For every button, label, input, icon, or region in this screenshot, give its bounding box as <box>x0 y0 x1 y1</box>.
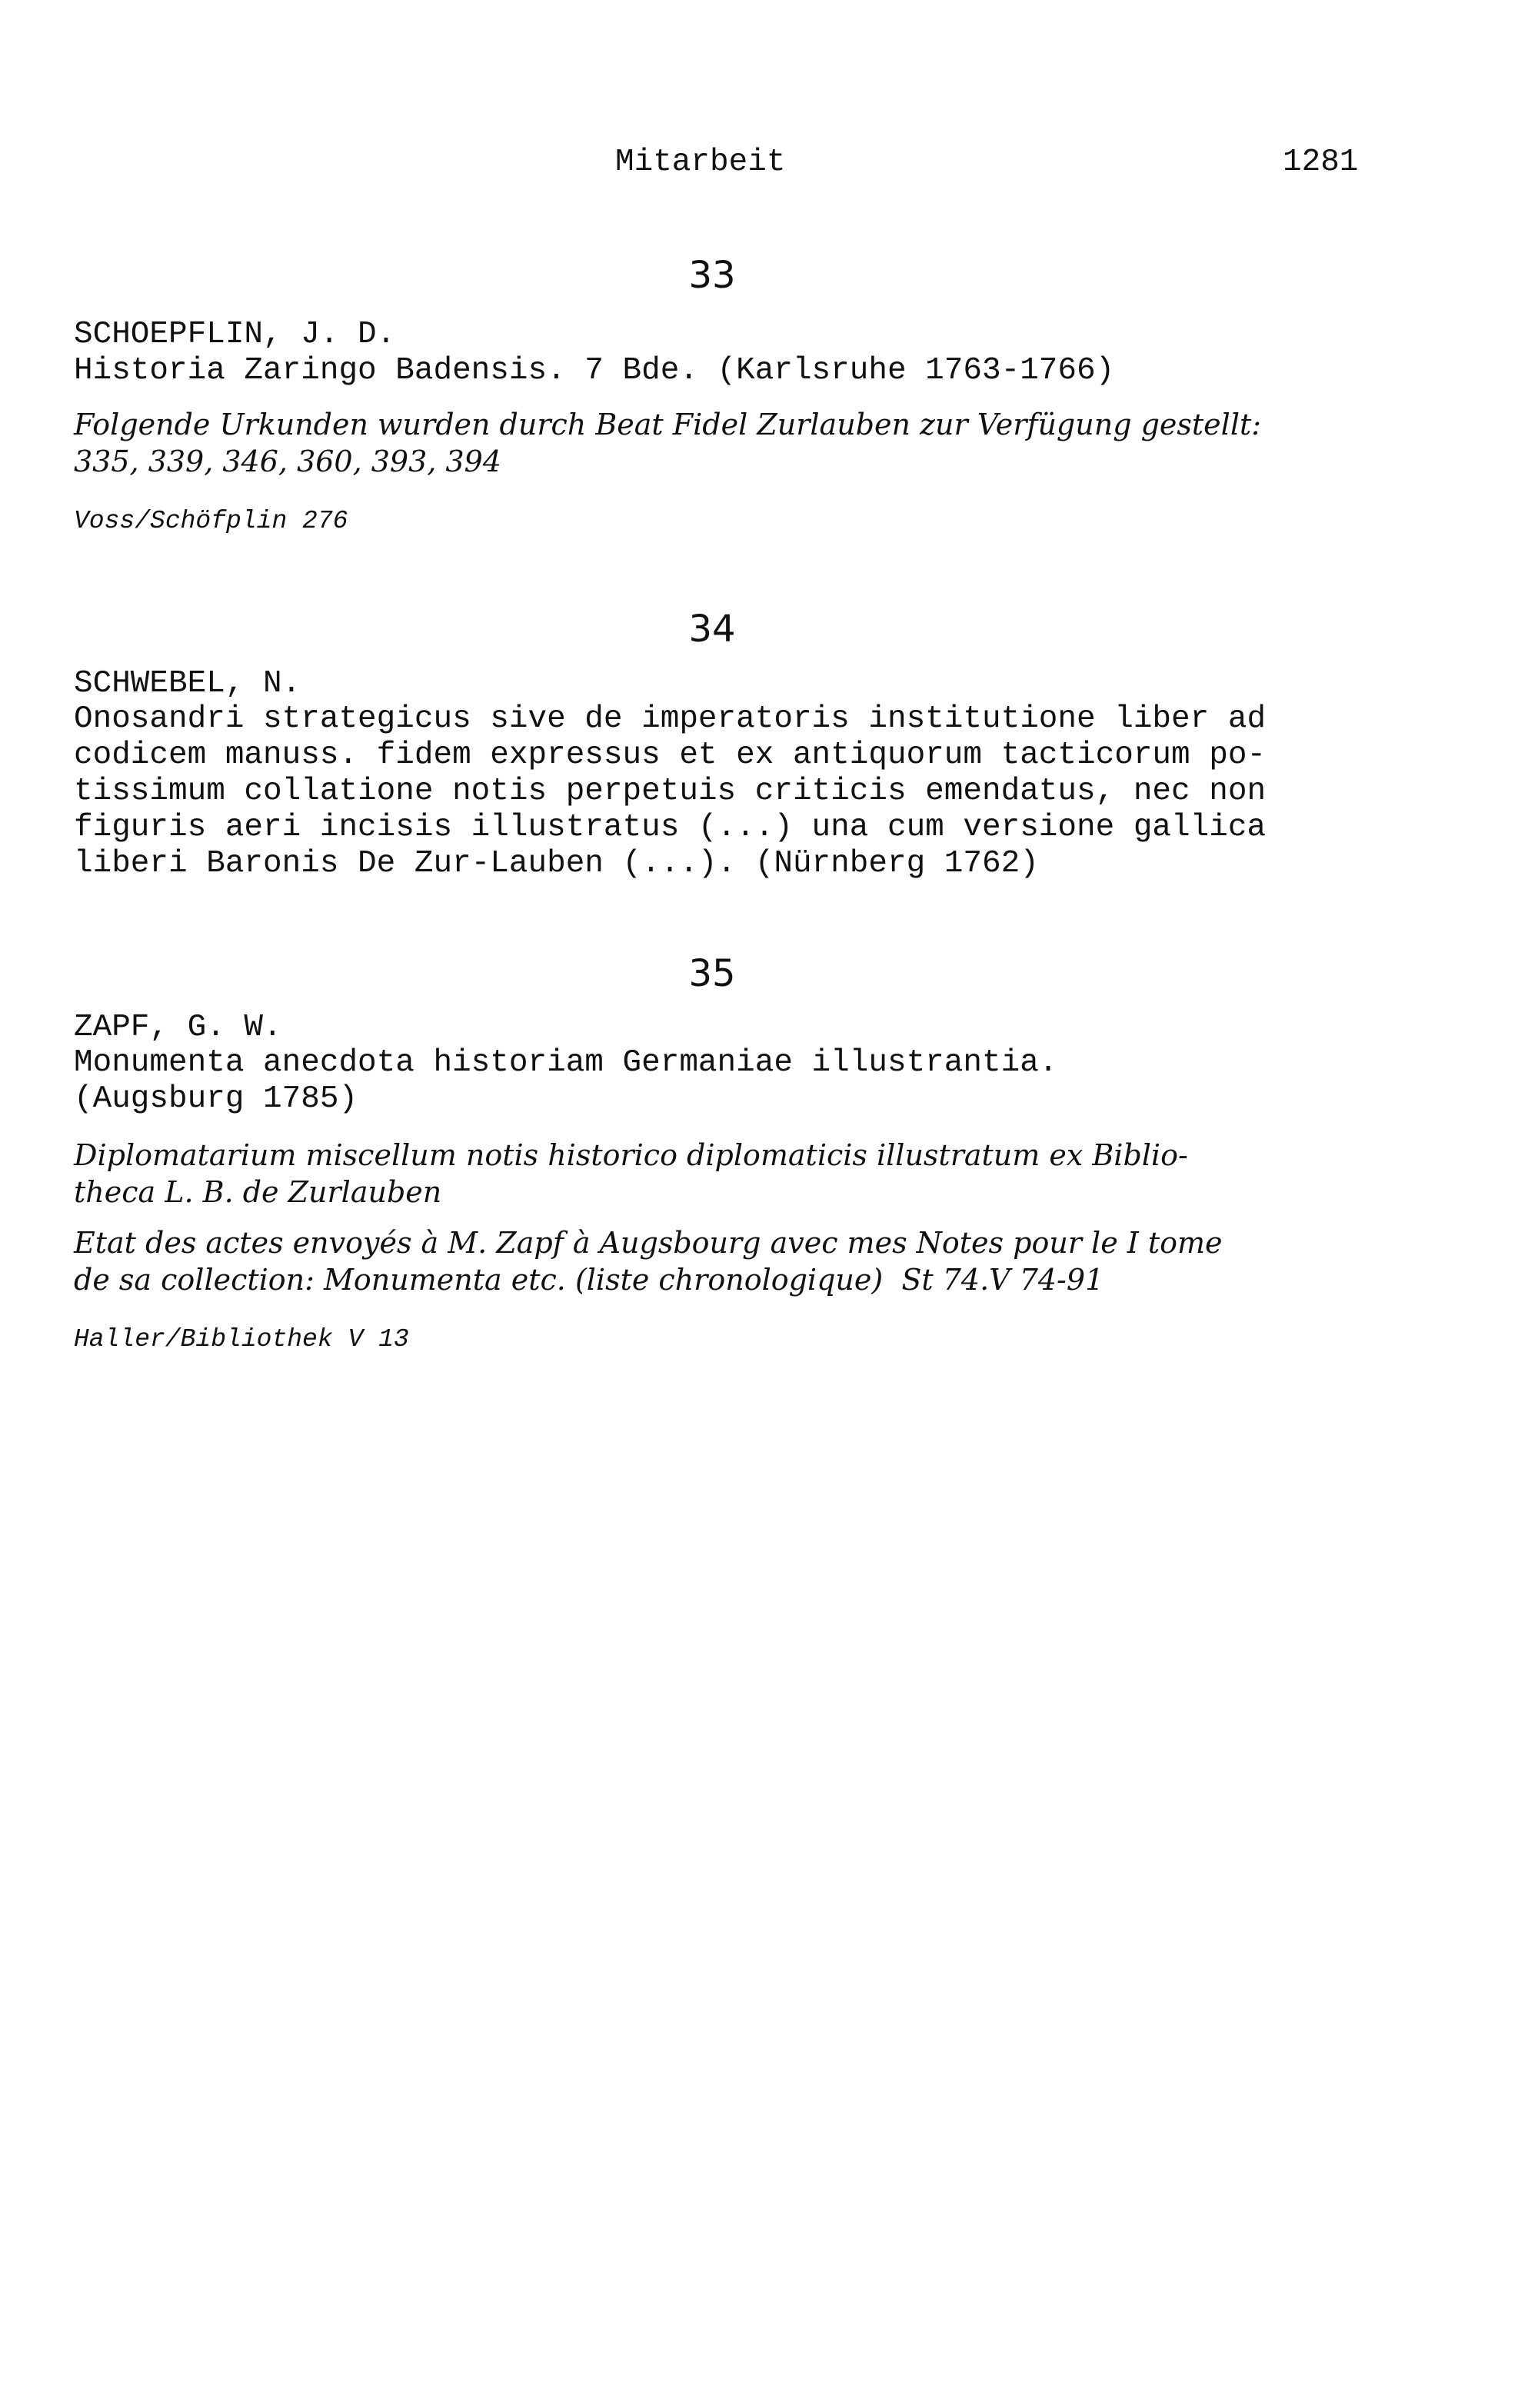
entry-note <box>74 1137 1188 1211</box>
title-line: codicem manuss. fidem expressus et ex antiquorum tacticorum po- <box>74 738 1267 773</box>
entry-title <box>74 353 1114 389</box>
entry-author: SCHOEPFLIN, J. D. <box>74 317 396 352</box>
note-line: theca L. B. de Zurlauben <box>74 1175 442 1209</box>
title-line: Onosandri strategicus sive de imperatoris institutione liber ad <box>74 701 1267 737</box>
title-line: Historia Zaringo Badensis. 7 Bde. (Karlsruhe 1763-1766) <box>74 353 1115 388</box>
note-line: de sa collection: Monumenta etc. (liste chronologique) St 74.V 74-91 <box>74 1263 1104 1297</box>
running-header-title: Mitarbeit <box>615 145 786 180</box>
title-line: tissimum collatione notis perpetuis criticis emendatus, nec non <box>74 774 1267 809</box>
title-line: (Augsburg 1785) <box>74 1081 358 1117</box>
title-line: Monumenta anecdota historiam Germaniae illustrantia. <box>74 1045 1058 1081</box>
entry-title <box>74 1045 1057 1117</box>
entry-author: ZAPF, G. W. <box>74 1010 282 1045</box>
entry-note <box>74 406 1261 480</box>
entry-title <box>74 701 1266 882</box>
entry-reference: Voss/Schöfplin 276 <box>74 507 348 535</box>
title-line: figuris aeri incisis illustratus (...) una cum versione gallica <box>74 810 1267 845</box>
entry-reference: Haller/Bibliothek V 13 <box>74 1325 409 1354</box>
entry-number: 34 <box>688 608 736 651</box>
entry-note <box>74 1224 1223 1298</box>
note-line: Etat des actes envoyés à M. Zapf à Augsbourg avec mes Notes pour le I tome <box>74 1226 1223 1260</box>
entry-number: 33 <box>688 254 736 297</box>
title-line: liberi Baronis De Zur-Lauben (...). (Nürnberg 1762) <box>74 846 1039 881</box>
entry-number: 35 <box>688 952 736 995</box>
note-line: Folgende Urkunden wurden durch Beat Fidel Zurlauben zur Verfügung gestellt: <box>74 408 1262 441</box>
entry-author: SCHWEBEL, N. <box>74 666 301 701</box>
note-line: Diplomatarium miscellum notis historico diplomaticis illustratum ex Biblio- <box>74 1138 1188 1172</box>
page-number: 1281 <box>1283 145 1359 180</box>
note-line: 335, 339, 346, 360, 393, 394 <box>74 445 501 478</box>
